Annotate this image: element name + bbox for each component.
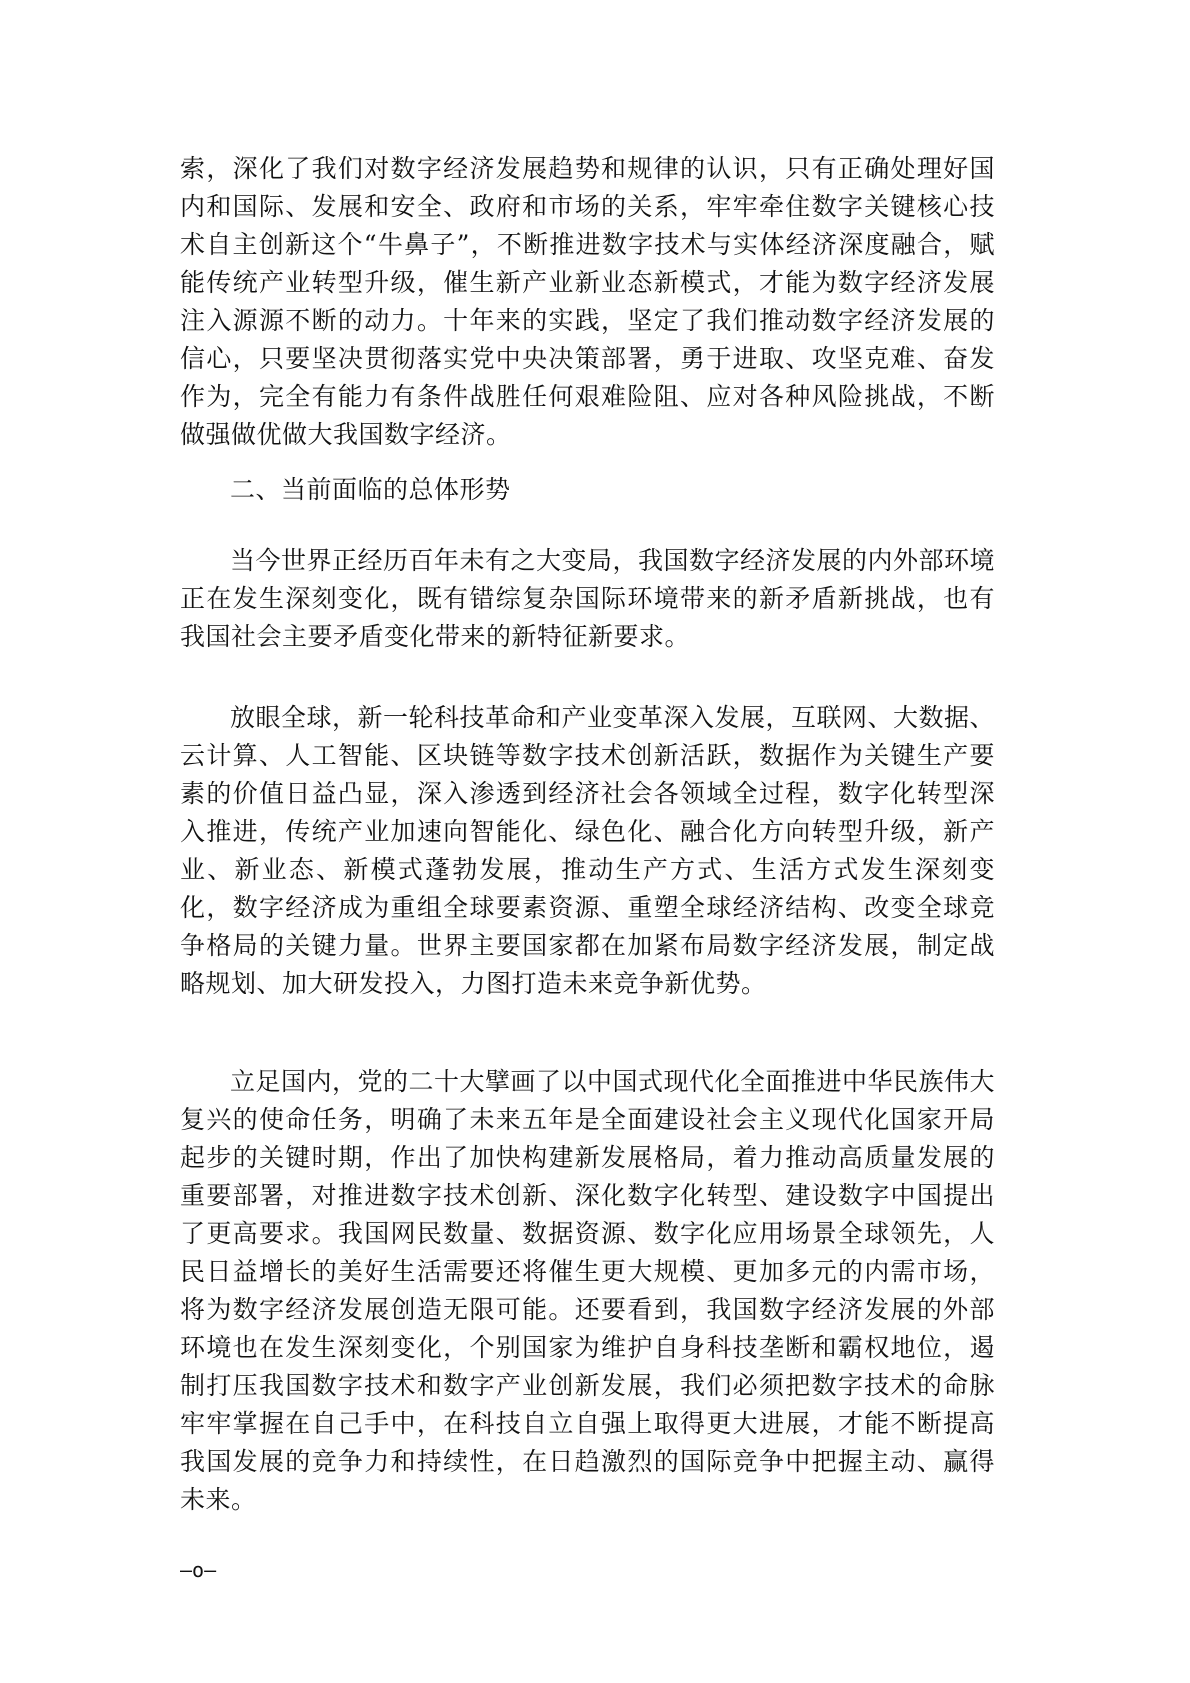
paragraph-global: 放眼全球，新一轮科技革命和产业变革深入发展，互联网、大数据、云计算、人工智能、区块链等数字技术创新活跃，数据作为关键生产要素的价值日益凸显，深入渗透到经济社会各领域全过程，数字化转型深入推进，传统产业加速向智能化、绿色化、融合化方向转型升级，新产业、新业态、新模式蓬勃发展，推动生产方式、生活方式发生深刻变化，数字经济成为重组全球要素资源、重塑全球经济结构、改变全球竞争格局的关键力量。世界主要国家都在加紧布局数字经济发展，制定战略规划、加大研发投入，力图打造未来竞争新优势。 — [180, 703, 996, 998]
section-heading: 二、当前面临的总体形势 — [230, 475, 511, 504]
paragraph-overview: 当今世界正经历百年未有之大变局，我国数字经济发展的内外部环境正在发生深刻变化，既有错综复杂国际环境带来的新矛盾新挑战，也有我国社会主要矛盾变化带来的新特征新要求。 — [180, 546, 996, 651]
paragraph-domestic: 立足国内，党的二十大擘画了以中国式现代化全面推进中华民族伟大复兴的使命任务，明确了未来五年是全面建设社会主义现代化国家开局起步的关键时期，作出了加快构建新发展格局，着力推动高质量发展的重要部署，对推进数字技术创新、深化数字化转型、建设数字中国提出了更高要求。我国网民数量、数据资源、数字化应用场景全球领先，人民日益增长的美好生活需要还将催生更大规模、更加多元的内需市场，将为数字经济发展创造无限可能。还要看到，我国数字经济发展的外部环境也在发生深刻变化，个别国家为维护自身科技垄断和霸权地位，遏制打压我国数字技术和数字产业创新发展，我们必须把数字技术的命脉牢牢掌握在自己手中，在科技自立自强上取得更大进展，才能不断提高我国发展的竞争力和持续性，在日趋激烈的国际竞争中把握主动、赢得未来。 — [180, 1067, 996, 1514]
paragraph-continued: 索，深化了我们对数字经济发展趋势和规律的认识，只有正确处理好国内和国际、发展和安全、政府和市场的关系，牢牢牵住数字关键核心技术自主创新这个“牛鼻子”，不断推进数字技术与实体经济深度融合，赋能传统产业转型升级，催生新产业新业态新模式，才能为数字经济发展注入源源不断的动力。十年来的实践，坚定了我们推动数字经济发展的信心，只要坚决贯彻落实党中央决策部署，勇于进取、攻坚克难、奋发作为，完全有能力有条件战胜任何艰难险阻、应对各种风险挑战，不断做强做优做大我国数字经济。 — [180, 154, 995, 449]
page-number: —о— — [180, 1558, 217, 1582]
